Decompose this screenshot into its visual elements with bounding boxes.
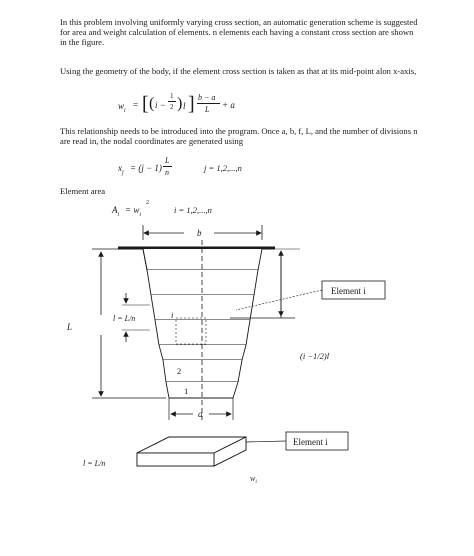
- element-i-index: i: [171, 310, 174, 320]
- dimension-a-label: a: [198, 409, 203, 419]
- stepped-bar: [143, 249, 262, 398]
- intro-paragraph: In this problem involving uniformly varying cross section, an automatic generation scheme is suggested for area and weight calculation of elements. n elements each having a constant cross section are shown in the figure.: [60, 17, 418, 48]
- block-thickness-label: l = L/n: [83, 459, 106, 468]
- element-block: [137, 437, 246, 466]
- geometry-paragraph: Using the geometry of the body, if the element cross section is taken as that at its mid-point alon x-axis,: [60, 66, 417, 76]
- dimension-b: [143, 225, 262, 240]
- dimension-b-label: b: [197, 228, 202, 238]
- element-block-label: Element i: [293, 437, 328, 447]
- dimension-a: [169, 398, 233, 420]
- block-width-label: $w_i$: [250, 474, 257, 485]
- offset-label: (i −1/2)l: [300, 351, 330, 361]
- relationship-paragraph: This relationship needs to be introduced into the program. Once a, b, f, L, and the number of divisions n are read in, the nodal coordinates are generated using: [60, 126, 418, 147]
- dimension-l: [113, 293, 150, 342]
- coordinate-equation: $x_j$ = (j − 1) L n j = 1,2,...,n: [118, 156, 242, 177]
- element-1-index: 1: [184, 386, 189, 396]
- element-area-heading: Element area: [60, 186, 106, 196]
- width-equation: $w_i$ = [ ( i − 1 2 ) l ] b − a L + a: [118, 92, 235, 115]
- area-equation: $A_i$ = $w_i$ 2 i = 1,2,...,n: [112, 200, 212, 218]
- element-i-callout-label: Element i: [331, 286, 366, 296]
- dimension-l-label: l = L/n: [113, 314, 136, 323]
- element-i-callout: [236, 281, 385, 310]
- dimension-L-label: L: [67, 322, 73, 332]
- element-block-callout: [246, 432, 348, 450]
- element-2-index: 2: [177, 366, 182, 376]
